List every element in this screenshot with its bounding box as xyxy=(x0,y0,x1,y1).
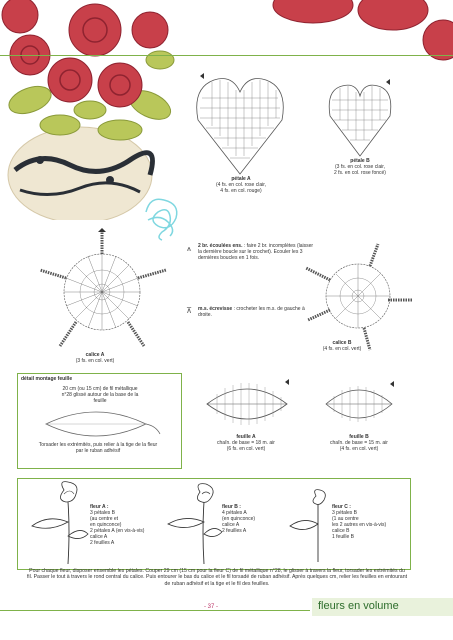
fleur-a-drawing xyxy=(28,480,90,566)
footer-rule xyxy=(0,610,310,611)
legend-item-1-term: 2 br. écoulées ens. xyxy=(198,243,243,249)
fleur-a-line-4: calice A xyxy=(90,534,108,540)
double-treble-symbol: ⩚ xyxy=(186,244,192,253)
feuille-b-diagram xyxy=(322,378,396,430)
fleur-a-line-1: (au centre et xyxy=(90,516,119,522)
calice-b-title: calice B xyxy=(332,340,352,346)
petal-a-line1: (4 fs. en col. rose clair, xyxy=(215,182,267,188)
feuille-a-caption xyxy=(203,434,289,452)
petal-a-caption xyxy=(196,176,286,194)
calice-b-line1: (4 fs. en col. vert) xyxy=(322,346,362,352)
fleur-c-title: fleur C : xyxy=(332,504,351,510)
calice-b-diagram xyxy=(300,240,415,352)
fleur-b-line-2: calice A xyxy=(222,522,240,528)
petal-b-line1: (3 fs. en col. rose clair, xyxy=(334,164,386,170)
legend-item-1 xyxy=(198,243,316,261)
montage-text-1: 20 cm (ou 15 cm) de fil métallique n°28 glissé autour de la base de la feuille xyxy=(61,386,139,404)
roses-corner-photo xyxy=(253,0,453,80)
feuille-a-line2: (6 fs. en col. vert) xyxy=(226,446,266,452)
calice-b-caption xyxy=(302,340,382,352)
fleur-c-line-1: (1 au centre xyxy=(332,516,359,522)
fleur-c-line-3: calice B xyxy=(332,528,350,534)
petal-a-line2: 4 fs. en col. rouge) xyxy=(220,188,262,194)
fleur-a-text xyxy=(90,504,170,546)
roses-vase-photo xyxy=(0,0,185,220)
montage-heading: détail montage feuille xyxy=(21,376,73,382)
fleur-b-drawing xyxy=(164,482,222,566)
fleur-c-line-4: 1 feuille B xyxy=(332,534,354,540)
feuille-b-line2: (4 fs. en col. vert) xyxy=(339,446,379,452)
crab-stitch-symbol: ⊼ xyxy=(186,306,192,315)
fleur-a-line-2: en quinconce) xyxy=(90,522,122,528)
petal-b-title: pétale B xyxy=(350,158,370,164)
calice-a-caption xyxy=(55,352,135,364)
legend-item-2-term: m.s. écrevisse xyxy=(198,306,233,312)
feuille-b-line1: chaîn. de base = 15 m. air xyxy=(330,440,388,446)
page-number: - 37 - xyxy=(204,604,219,610)
fleur-a-line-0: 3 pétales B xyxy=(90,510,116,516)
fleur-b-text xyxy=(222,504,292,534)
section-title: fleurs en volume xyxy=(318,600,399,612)
legend-item-2-text: : crocheter les m.s. de gauche à droite. xyxy=(198,306,305,318)
leaf-wire-illustration xyxy=(36,404,166,444)
fleur-b-title: fleur B : xyxy=(222,504,241,510)
calice-a-line1: (3 fs. en col. vert) xyxy=(75,358,115,364)
petal-b-diagram xyxy=(326,78,394,158)
fleur-c-line-0: 3 pétales B xyxy=(332,510,358,516)
fleur-a-line-5: 2 feuilles A xyxy=(90,540,115,546)
fleur-b-line-3: 2 feuilles A xyxy=(222,528,247,534)
feuille-a-diagram xyxy=(203,376,291,434)
montage-feuille-box xyxy=(17,373,182,469)
fleur-b-line-1: (en quinconce) xyxy=(222,516,256,522)
feuille-b-caption xyxy=(316,434,402,452)
petal-a-diagram xyxy=(192,70,288,176)
fleur-c-text xyxy=(332,504,408,540)
legend-item-1-text: : faire 2 br. incomplètes (laisser la dernière boucle sur le crochet). Ecouler les 3 dernières boucles en 1 fois. xyxy=(198,243,314,261)
fleur-b-line-0: 4 pétales A xyxy=(222,510,247,516)
feuille-b-title: feuille B xyxy=(349,434,369,440)
assembly-instructions: Pour chaque fleur, disposer ensemble les pétales. Couper 29 cm (15 cm pour la fleur C) de fil métallique n°28, le glisser à travers la fleur, torsader les extrémités du fil. Passer le tout à travers le rond central du calice. Puis entourer le bas du calice et le fil torsadé de ruban adhésif. Après quelques cm, relier les feuilles en entourant de ruban adhésif et la tige et le fil des feuilles. xyxy=(26,568,408,587)
petal-b-line2: 2 fs. en col. rose foncé) xyxy=(334,170,386,176)
petal-a-title: pétale A xyxy=(231,176,251,182)
fleur-c-drawing xyxy=(288,488,332,564)
feuille-a-title: feuille A xyxy=(236,434,256,440)
fleur-a-title: fleur A : xyxy=(90,504,109,510)
petal-b-caption xyxy=(318,158,402,176)
fleur-c-line-2: les 2 autres en vis-à-vis) xyxy=(332,522,387,528)
montage-text-2: Torsader les extrémités, puis relier à la tige de la fleur par le ruban adhésif xyxy=(38,442,158,454)
header-rule xyxy=(0,55,453,56)
feuille-a-line1: chaîn. de base = 18 m. air xyxy=(217,440,275,446)
calice-a-title: calice A xyxy=(85,352,105,358)
calice-a-diagram xyxy=(40,228,170,356)
fleur-a-line-3: 2 pétales A (en vis-à-vis) xyxy=(90,528,145,534)
